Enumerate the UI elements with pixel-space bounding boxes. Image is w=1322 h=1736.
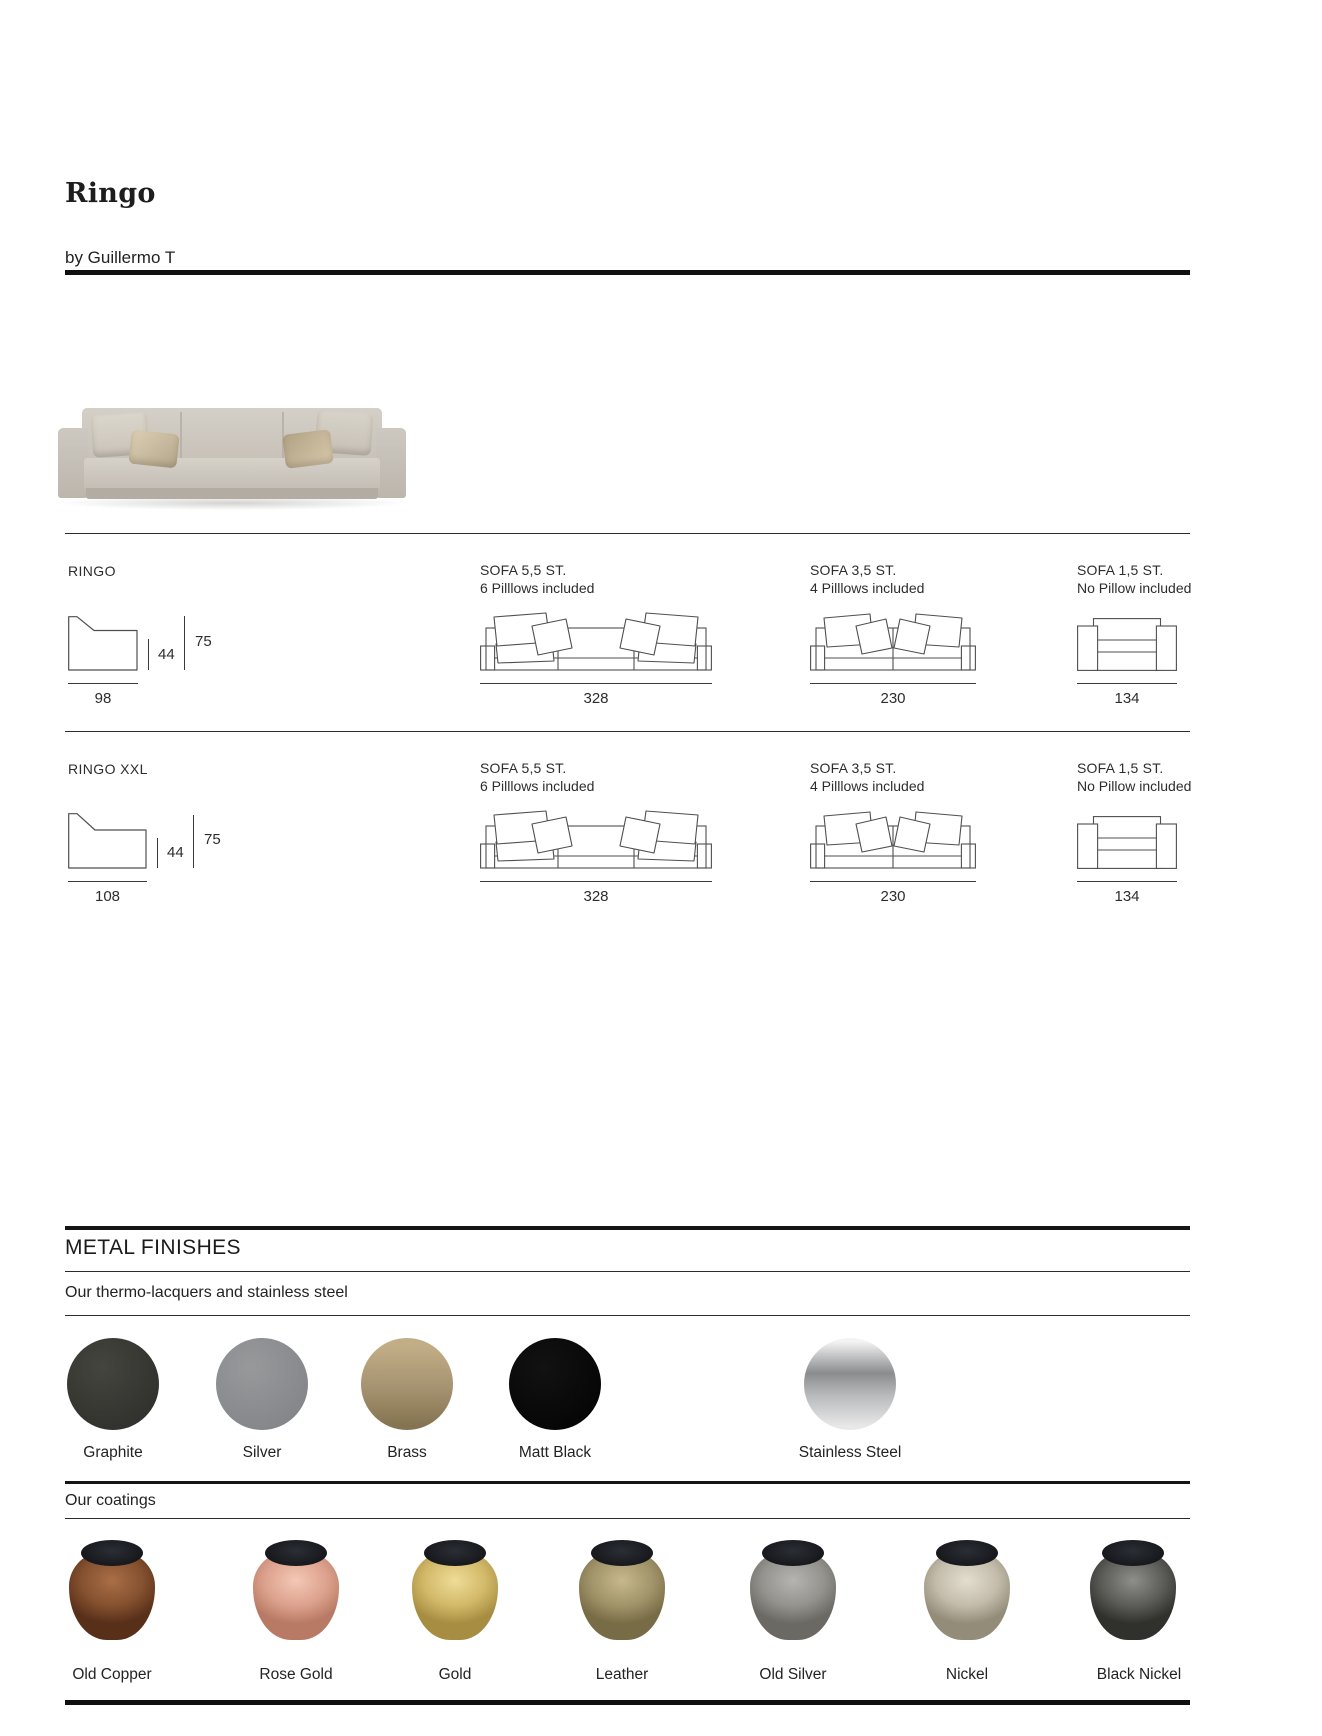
variant-sofa-55 [480,533,720,731]
sofa-arm-right [376,428,406,498]
divider-rule [65,1315,1190,1316]
width-dim-line [1077,881,1177,882]
variant-subtitle: 4 Pilllows included [810,580,925,596]
width-dim-value: 98 [94,690,112,707]
model-name: RINGO [68,563,116,579]
variant-sofa-55 [480,731,720,929]
seat-height-tick [148,639,149,670]
metal-finishes-heading: METAL FINISHES [65,1236,241,1259]
section-rule-thick [65,1226,1190,1230]
width-dim-value: 230 [880,888,906,905]
coating-leather [579,1540,665,1640]
product-photo [58,392,406,514]
variant-title: SOFA 1,5 ST. [1077,760,1164,776]
variant-subtitle: No Pillow included [1077,778,1192,794]
variant-sofa-35 [810,533,1050,731]
seat-height-tick [157,838,158,868]
coating-bowl-opening [265,1540,327,1566]
footer-rule [65,1700,1190,1705]
metal-finishes-subheading: Our thermo-lacquers and stainless steel [65,1284,348,1301]
width-dim-value: 134 [1114,690,1140,707]
armchair-drawing [1077,816,1177,869]
seat-height-value: 44 [167,844,184,861]
coating-old-silver [750,1540,836,1640]
header-rule [65,270,1190,275]
coating-bowl-opening [424,1540,486,1566]
width-dim-value: 328 [583,690,609,707]
width-dim-line [480,881,712,882]
height-tick [193,815,194,868]
sofa-35-drawing [810,810,976,869]
coating-gold [412,1540,498,1640]
swatch-silver [216,1338,308,1430]
coating-label: Black Nickel [1096,1666,1182,1683]
variant-title: SOFA 1,5 ST. [1077,562,1164,578]
sofa-back-seam [180,412,182,462]
variant-subtitle: No Pillow included [1077,580,1192,596]
page-title: Ringo [65,178,156,209]
sofa-35-drawing [810,612,976,671]
width-dim-value: 230 [880,690,906,707]
variant-title: SOFA 3,5 ST. [810,760,897,776]
swatch-label: Silver [242,1444,282,1461]
coating-bowl-opening [591,1540,653,1566]
coating-old-copper [69,1540,155,1640]
coating-bowl-opening [1102,1540,1164,1566]
swatch-matt-black [509,1338,601,1430]
variant-subtitle: 6 Pilllows included [480,580,595,596]
sofa-pillow [128,430,179,469]
model-name: RINGO XXL [68,761,148,777]
variant-sofa-15 [1077,731,1317,929]
variant-title: SOFA 5,5 ST. [480,760,567,776]
armchair-drawing [1077,618,1177,671]
coating-label: Rose Gold [259,1666,333,1683]
sofa-seat [84,458,380,490]
spec-row-ringo-xxl [65,731,1190,929]
coating-label: Leather [595,1666,649,1683]
variant-subtitle: 4 Pilllows included [810,778,925,794]
variant-title: SOFA 5,5 ST. [480,562,567,578]
coating-rose-gold [253,1540,339,1640]
height-value: 75 [195,633,212,650]
divider-rule [65,1271,1190,1272]
sofa-55-drawing [480,810,712,869]
coating-bowl-opening [936,1540,998,1566]
width-dim-line [68,881,147,882]
seat-height-value: 44 [158,646,175,663]
coating-bowl-opening [81,1540,143,1566]
section-rule [65,1481,1190,1484]
sofa-base [86,488,378,499]
variant-subtitle: 6 Pilllows included [480,778,595,794]
coating-bowl-opening [762,1540,824,1566]
ringo-xxl-profile-drawing [68,813,147,869]
coating-label: Old Copper [72,1666,152,1683]
width-dim-line [1077,683,1177,684]
swatch-label: Brass [387,1444,427,1461]
swatch-label: Graphite [83,1444,143,1461]
ringo-profile-drawing [68,616,138,671]
width-dim-line [68,683,138,684]
width-dim-line [480,683,712,684]
height-tick [184,616,185,670]
spec-row-ringo [65,533,1190,731]
designer-byline: by Guillermo T [65,248,176,267]
swatch-brass [361,1338,453,1430]
coatings-heading: Our coatings [65,1492,156,1509]
coating-label: Nickel [945,1666,989,1683]
width-dim-line [810,881,976,882]
width-dim-value: 108 [94,888,121,905]
coating-label: Old Silver [759,1666,827,1683]
sofa-55-drawing [480,612,712,671]
divider-rule [65,1518,1190,1519]
swatch-graphite [67,1338,159,1430]
swatch-label: Matt Black [518,1444,592,1461]
width-dim-value: 134 [1114,888,1140,905]
swatch-stainless-steel [804,1338,896,1430]
coating-label: Gold [438,1666,472,1683]
variant-title: SOFA 3,5 ST. [810,562,897,578]
sofa-pillow [282,429,334,469]
width-dim-line [810,683,976,684]
height-value: 75 [204,831,221,848]
width-dim-value: 328 [583,888,609,905]
coating-nickel [924,1540,1010,1640]
variant-sofa-15 [1077,533,1317,731]
swatch-label: Stainless Steel [798,1444,902,1461]
coating-black-nickel [1090,1540,1176,1640]
variant-sofa-35 [810,731,1050,929]
